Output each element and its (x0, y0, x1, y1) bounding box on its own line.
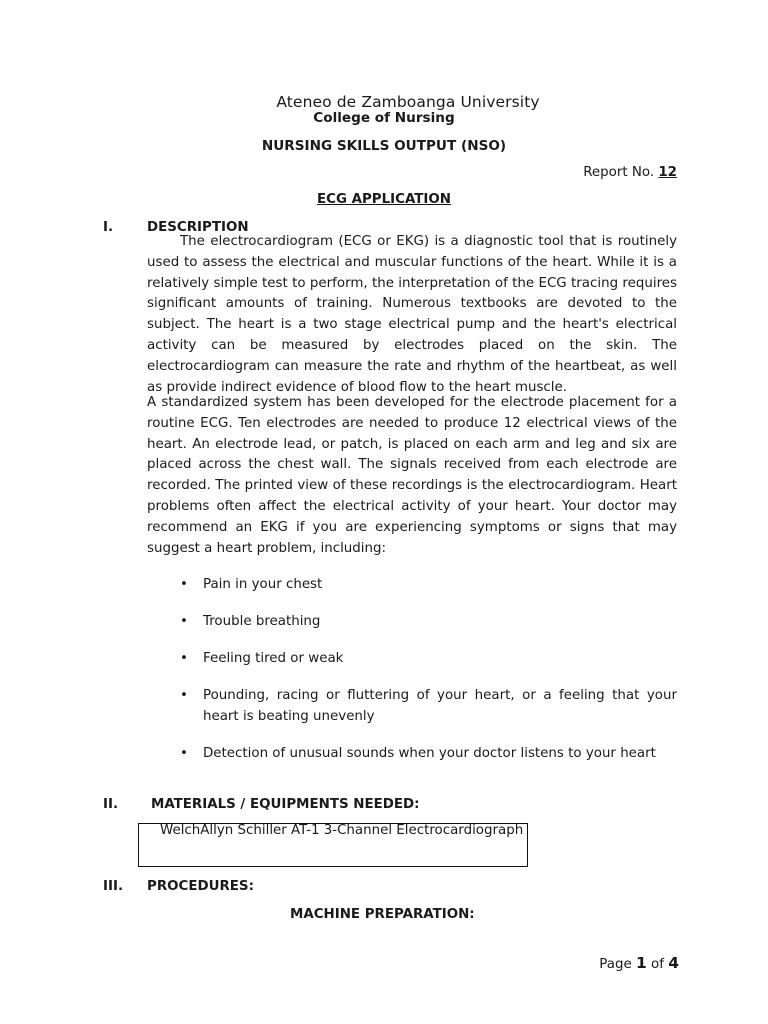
bullet-icon: • (180, 688, 188, 703)
list-item-text: Trouble breathing (203, 614, 321, 629)
bullet-icon: • (180, 746, 188, 761)
bullet-icon: • (180, 614, 188, 629)
total-pages: 4 (668, 954, 679, 972)
list-item-text: Feeling tired or weak (203, 651, 344, 666)
report-label: Report No. (583, 165, 655, 180)
report-number-line (583, 165, 677, 180)
bullet-icon: • (180, 577, 188, 592)
document-type: NURSING SKILLS OUTPUT (NSO) (261, 138, 507, 154)
list-item-text: Pain in your chest (203, 577, 323, 592)
bullet-icon: • (180, 651, 188, 666)
section-heading-materials: MATERIALS / EQUIPMENTS NEEDED: (151, 797, 420, 812)
list-item-text: Detection of unusual sounds when your doctor listens to your heart (203, 746, 656, 761)
page-number-footer (599, 954, 679, 972)
university-name: Ateneo de Zamboanga University (276, 93, 540, 111)
page-label: Page (599, 957, 632, 972)
section-heading-description: DESCRIPTION (147, 220, 249, 235)
section-heading-procedures: PROCEDURES: (147, 879, 254, 894)
college-name: College of Nursing (313, 110, 455, 126)
current-page: 1 (635, 954, 647, 972)
section-number-procedures: III. (103, 879, 124, 894)
description-paragraph-1-text: The electrocardiogram (ECG or EKG) is a diagnostic tool that is routinely used to assess the electrical and muscular functions of the heart. While it is a relatively simple test to perform, the interpretation of the ECG tracing requires significant amounts of training. Numerous textbooks are devoted to the subject. The heart is a two stage electrical pump and the heart's electrical activity can be measured by electrodes placed on the skin. The electrocardiogram can measure the rate and rhythm of the heartbeat, as well as provide indirect evidence of blood flow to the heart muscle. (147, 234, 677, 395)
section-number-description: I. (103, 220, 114, 235)
description-paragraph-1 (147, 232, 677, 398)
report-number: 12 (658, 165, 677, 180)
of-label: of (651, 957, 664, 972)
materials-item: WelchAllyn Schiller AT-1 3-Channel Electrocardiograph (160, 823, 524, 838)
list-item-text: Pounding, racing or fluttering of your heart, or a feeling that your heart is beating unevenly (203, 688, 677, 724)
section-number-materials: II. (103, 797, 119, 812)
page-title: ECG APPLICATION (317, 192, 451, 207)
subsection-heading-machine-preparation: MACHINE PREPARATION: (290, 907, 475, 922)
description-paragraph-2: A standardized system has been developed for the electrode placement for a routine ECG. Ten electrodes are needed to produce 12 electrical views of the heart. An electrode lead, or patch, is placed on each arm and leg and six are placed across the chest wall. The signals received from each electrode are recorded. The printed view of these recordings is the electrocardiogram. Heart problems often affect the electrical activity of your heart. Your doctor may recommend an EKG if you are experiencing symptoms or signs that may suggest a heart problem, including: (147, 395, 677, 556)
